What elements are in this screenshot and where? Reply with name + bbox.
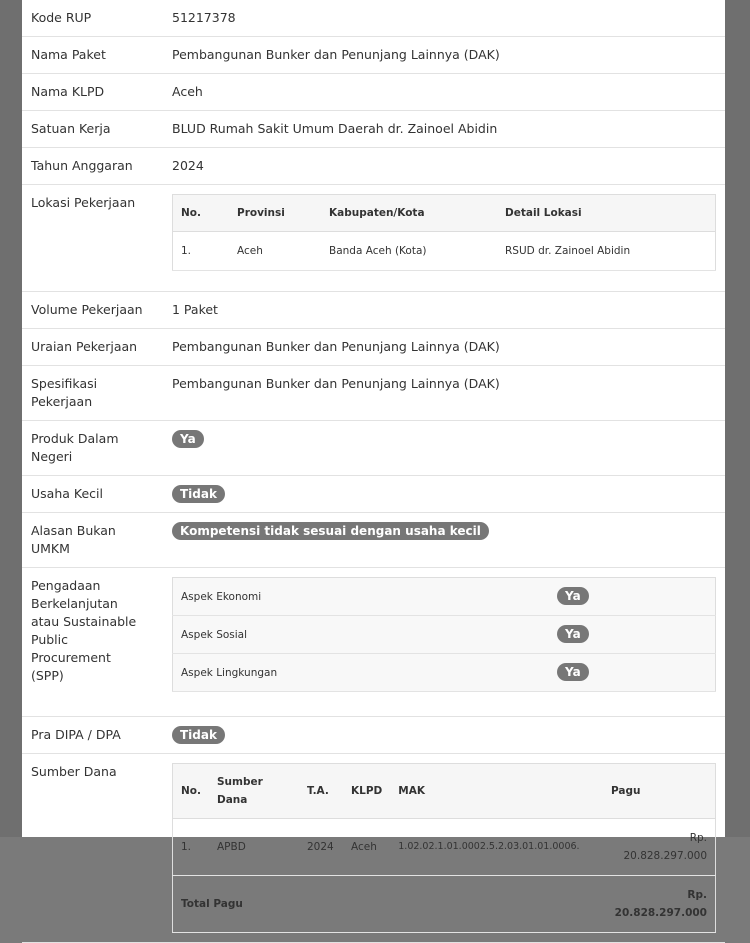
table-row	[173, 616, 716, 654]
spp-aspect-sosial: Aspek Sosial	[173, 616, 550, 654]
row-nama-klpd	[22, 74, 725, 111]
value-tahun-anggaran: 2024	[154, 148, 725, 185]
row-pra-dipa	[22, 717, 725, 754]
status-badge: Ya	[172, 430, 204, 448]
spp-value-ekonomi	[549, 578, 716, 616]
label-nama-klpd: Nama KLPD	[22, 74, 154, 111]
row-uraian	[22, 329, 725, 366]
value-nama-paket: Pembangunan Bunker dan Penunjang Lainnya (DAK)	[154, 37, 725, 74]
row-lokasi	[22, 185, 725, 292]
spp-table	[172, 577, 716, 692]
lokasi-table	[172, 194, 716, 271]
row-spp	[22, 568, 725, 717]
left-overlay	[0, 0, 22, 837]
value-kode-rup: 51217378	[154, 0, 725, 37]
value-usaha-kecil	[154, 476, 725, 513]
row-spesifikasi	[22, 366, 725, 421]
row-satuan-kerja	[22, 111, 725, 148]
value-lokasi	[154, 185, 725, 292]
sd-col-sumber: Sumber Dana	[209, 764, 299, 819]
sumber-dana-total-row	[173, 876, 716, 933]
label-lokasi: Lokasi Pekerjaan	[22, 185, 154, 292]
value-sumber-dana	[154, 754, 725, 943]
label-usaha-kecil: Usaha Kecil	[22, 476, 154, 513]
label-alasan-bukan-umkm: Alasan Bukan UMKM	[22, 513, 154, 568]
value-satuan-kerja: BLUD Rumah Sakit Umum Daerah dr. Zainoel Abidin	[154, 111, 725, 148]
sd-total-value: Rp. 20.828.297.000	[603, 876, 716, 933]
row-alasan-bukan-umkm	[22, 513, 725, 568]
lokasi-cell-detail: RSUD dr. Zainoel Abidin	[497, 232, 716, 271]
table-row	[173, 232, 716, 271]
status-badge: Ya	[557, 625, 589, 643]
lokasi-cell-no: 1.	[173, 232, 230, 271]
spp-aspect-lingkungan: Aspek Lingkungan	[173, 654, 550, 692]
right-overlay	[724, 0, 750, 837]
table-row	[173, 819, 716, 876]
value-volume: 1 Paket	[154, 292, 725, 329]
sd-col-mak: MAK	[390, 764, 603, 819]
label-kode-rup: Kode RUP	[22, 0, 154, 37]
sd-cell-ta: 2024	[299, 819, 343, 876]
sumber-dana-table	[172, 763, 716, 933]
lokasi-col-detail: Detail Lokasi	[497, 195, 716, 232]
label-produk-dalam-negeri: Produk Dalam Negeri	[22, 421, 154, 476]
sumber-dana-header-row	[173, 764, 716, 819]
row-produk-dalam-negeri	[22, 421, 725, 476]
spp-value-sosial	[549, 616, 716, 654]
lokasi-header-row	[173, 195, 716, 232]
value-produk-dalam-negeri	[154, 421, 725, 476]
value-uraian: Pembangunan Bunker dan Penunjang Lainnya (DAK)	[154, 329, 725, 366]
row-volume	[22, 292, 725, 329]
sd-cell-klpd: Aceh	[343, 819, 390, 876]
row-usaha-kecil	[22, 476, 725, 513]
lokasi-cell-provinsi: Aceh	[229, 232, 321, 271]
label-uraian: Uraian Pekerjaan	[22, 329, 154, 366]
label-spesifikasi: Spesifikasi Pekerjaan	[22, 366, 154, 421]
label-pra-dipa: Pra DIPA / DPA	[22, 717, 154, 754]
value-nama-klpd: Aceh	[154, 74, 725, 111]
sd-col-ta: T.A.	[299, 764, 343, 819]
detail-table	[22, 0, 725, 943]
value-spesifikasi: Pembangunan Bunker dan Penunjang Lainnya (DAK)	[154, 366, 725, 421]
label-satuan-kerja: Satuan Kerja	[22, 111, 154, 148]
row-kode-rup	[22, 0, 725, 37]
value-alasan-bukan-umkm	[154, 513, 725, 568]
status-badge: Kompetensi tidak sesuai dengan usaha kecil	[172, 522, 489, 540]
spp-value-lingkungan	[549, 654, 716, 692]
label-sumber-dana: Sumber Dana	[22, 754, 154, 943]
table-row	[173, 654, 716, 692]
sd-col-no: No.	[173, 764, 210, 819]
sd-cell-sumber: APBD	[209, 819, 299, 876]
label-nama-paket: Nama Paket	[22, 37, 154, 74]
row-sumber-dana	[22, 754, 725, 943]
table-row	[173, 578, 716, 616]
value-spp	[154, 568, 725, 717]
status-badge: Tidak	[172, 485, 225, 503]
sd-cell-no: 1.	[173, 819, 210, 876]
row-nama-paket	[22, 37, 725, 74]
label-spp: Pengadaan Berkelanjutan atau Sustainable Public Procurement (SPP)	[22, 568, 154, 717]
value-pra-dipa	[154, 717, 725, 754]
lokasi-col-no: No.	[173, 195, 230, 232]
status-badge: Ya	[557, 663, 589, 681]
sd-cell-mak: 1.02.02.1.01.0002.5.2.03.01.01.0006.	[390, 819, 603, 876]
row-tahun-anggaran	[22, 148, 725, 185]
sd-col-klpd: KLPD	[343, 764, 390, 819]
status-badge: Tidak	[172, 726, 225, 744]
sd-total-label: Total Pagu	[173, 876, 604, 933]
status-badge: Ya	[557, 587, 589, 605]
label-volume: Volume Pekerjaan	[22, 292, 154, 329]
lokasi-cell-kabupaten: Banda Aceh (Kota)	[321, 232, 497, 271]
spp-aspect-ekonomi: Aspek Ekonomi	[173, 578, 550, 616]
sd-col-pagu: Pagu	[603, 764, 716, 819]
lokasi-col-kabupaten: Kabupaten/Kota	[321, 195, 497, 232]
lokasi-col-provinsi: Provinsi	[229, 195, 321, 232]
sd-cell-pagu: Rp. 20.828.297.000	[603, 819, 716, 876]
detail-panel	[22, 0, 725, 919]
label-tahun-anggaran: Tahun Anggaran	[22, 148, 154, 185]
